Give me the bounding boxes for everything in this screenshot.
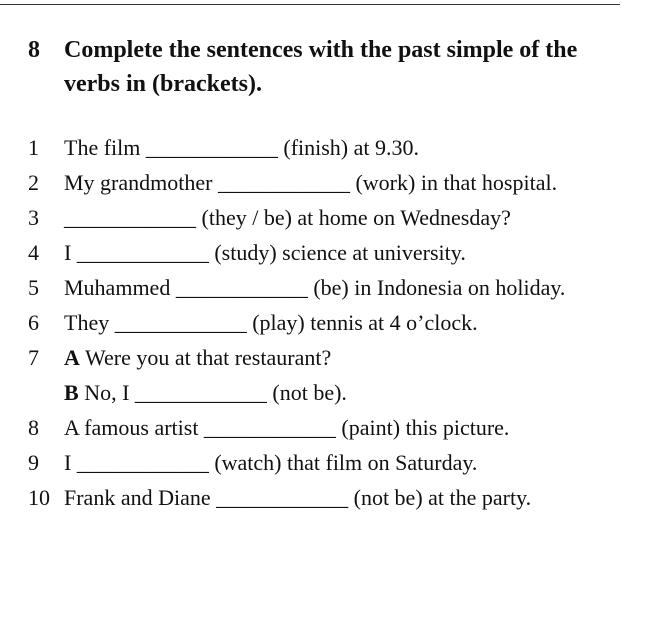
item-number: 5: [28, 275, 39, 300]
top-divider: [0, 4, 620, 5]
sentence-text: I ____________ (watch) that film on Saturday.: [64, 450, 478, 475]
speaker-a-label: A: [64, 345, 80, 370]
list-item: [0, 305, 624, 340]
item-number: 6: [28, 310, 39, 335]
speaker-b-label: B: [64, 380, 79, 405]
exercise-instructions: Complete the sentences with the past simple of the verbs in (brackets).: [64, 37, 578, 97]
list-item: [0, 410, 624, 445]
list-item: [0, 235, 624, 270]
item-number: 9: [28, 450, 39, 475]
list-item: [0, 165, 624, 200]
dialogue-item: [0, 340, 624, 410]
list-item: [0, 130, 624, 165]
dialogue-text-b: No, I ____________ (not be).: [78, 380, 347, 405]
sentence-list: [0, 130, 654, 515]
list-item: [0, 200, 624, 235]
item-number: 7: [28, 345, 39, 370]
list-item: [0, 480, 624, 515]
sentence-text: A famous artist ____________ (paint) this picture.: [64, 415, 510, 440]
sentence-text: They ____________ (play) tennis at 4 o’clock.: [64, 310, 478, 335]
sentence-text: ____________ (they / be) at home on Wednesday?: [64, 205, 511, 230]
item-number: 8: [28, 415, 39, 440]
sentence-text: The film ____________ (finish) at 9.30.: [64, 135, 420, 160]
list-item: [0, 445, 624, 480]
item-number: 3: [28, 205, 39, 230]
dialogue-text-a: Were you at that restaurant?: [79, 345, 332, 370]
exercise-header: [28, 33, 628, 101]
sentence-text: Frank and Diane ____________ (not be) at the party.: [64, 485, 532, 510]
dialogue-line-b: [64, 375, 624, 410]
item-number: 4: [28, 240, 39, 265]
item-number: 10: [28, 485, 50, 510]
exercise-number: 8: [28, 37, 40, 63]
item-number: 1: [28, 135, 39, 160]
list-item: [0, 270, 624, 305]
sentence-text: Muhammed ____________ (be) in Indonesia on holiday.: [64, 275, 566, 300]
dialogue-line-a: [64, 340, 624, 375]
sentence-text: I ____________ (study) science at university.: [64, 240, 466, 265]
item-number: 2: [28, 170, 39, 195]
sentence-text: My grandmother ____________ (work) in that hospital.: [64, 170, 558, 195]
